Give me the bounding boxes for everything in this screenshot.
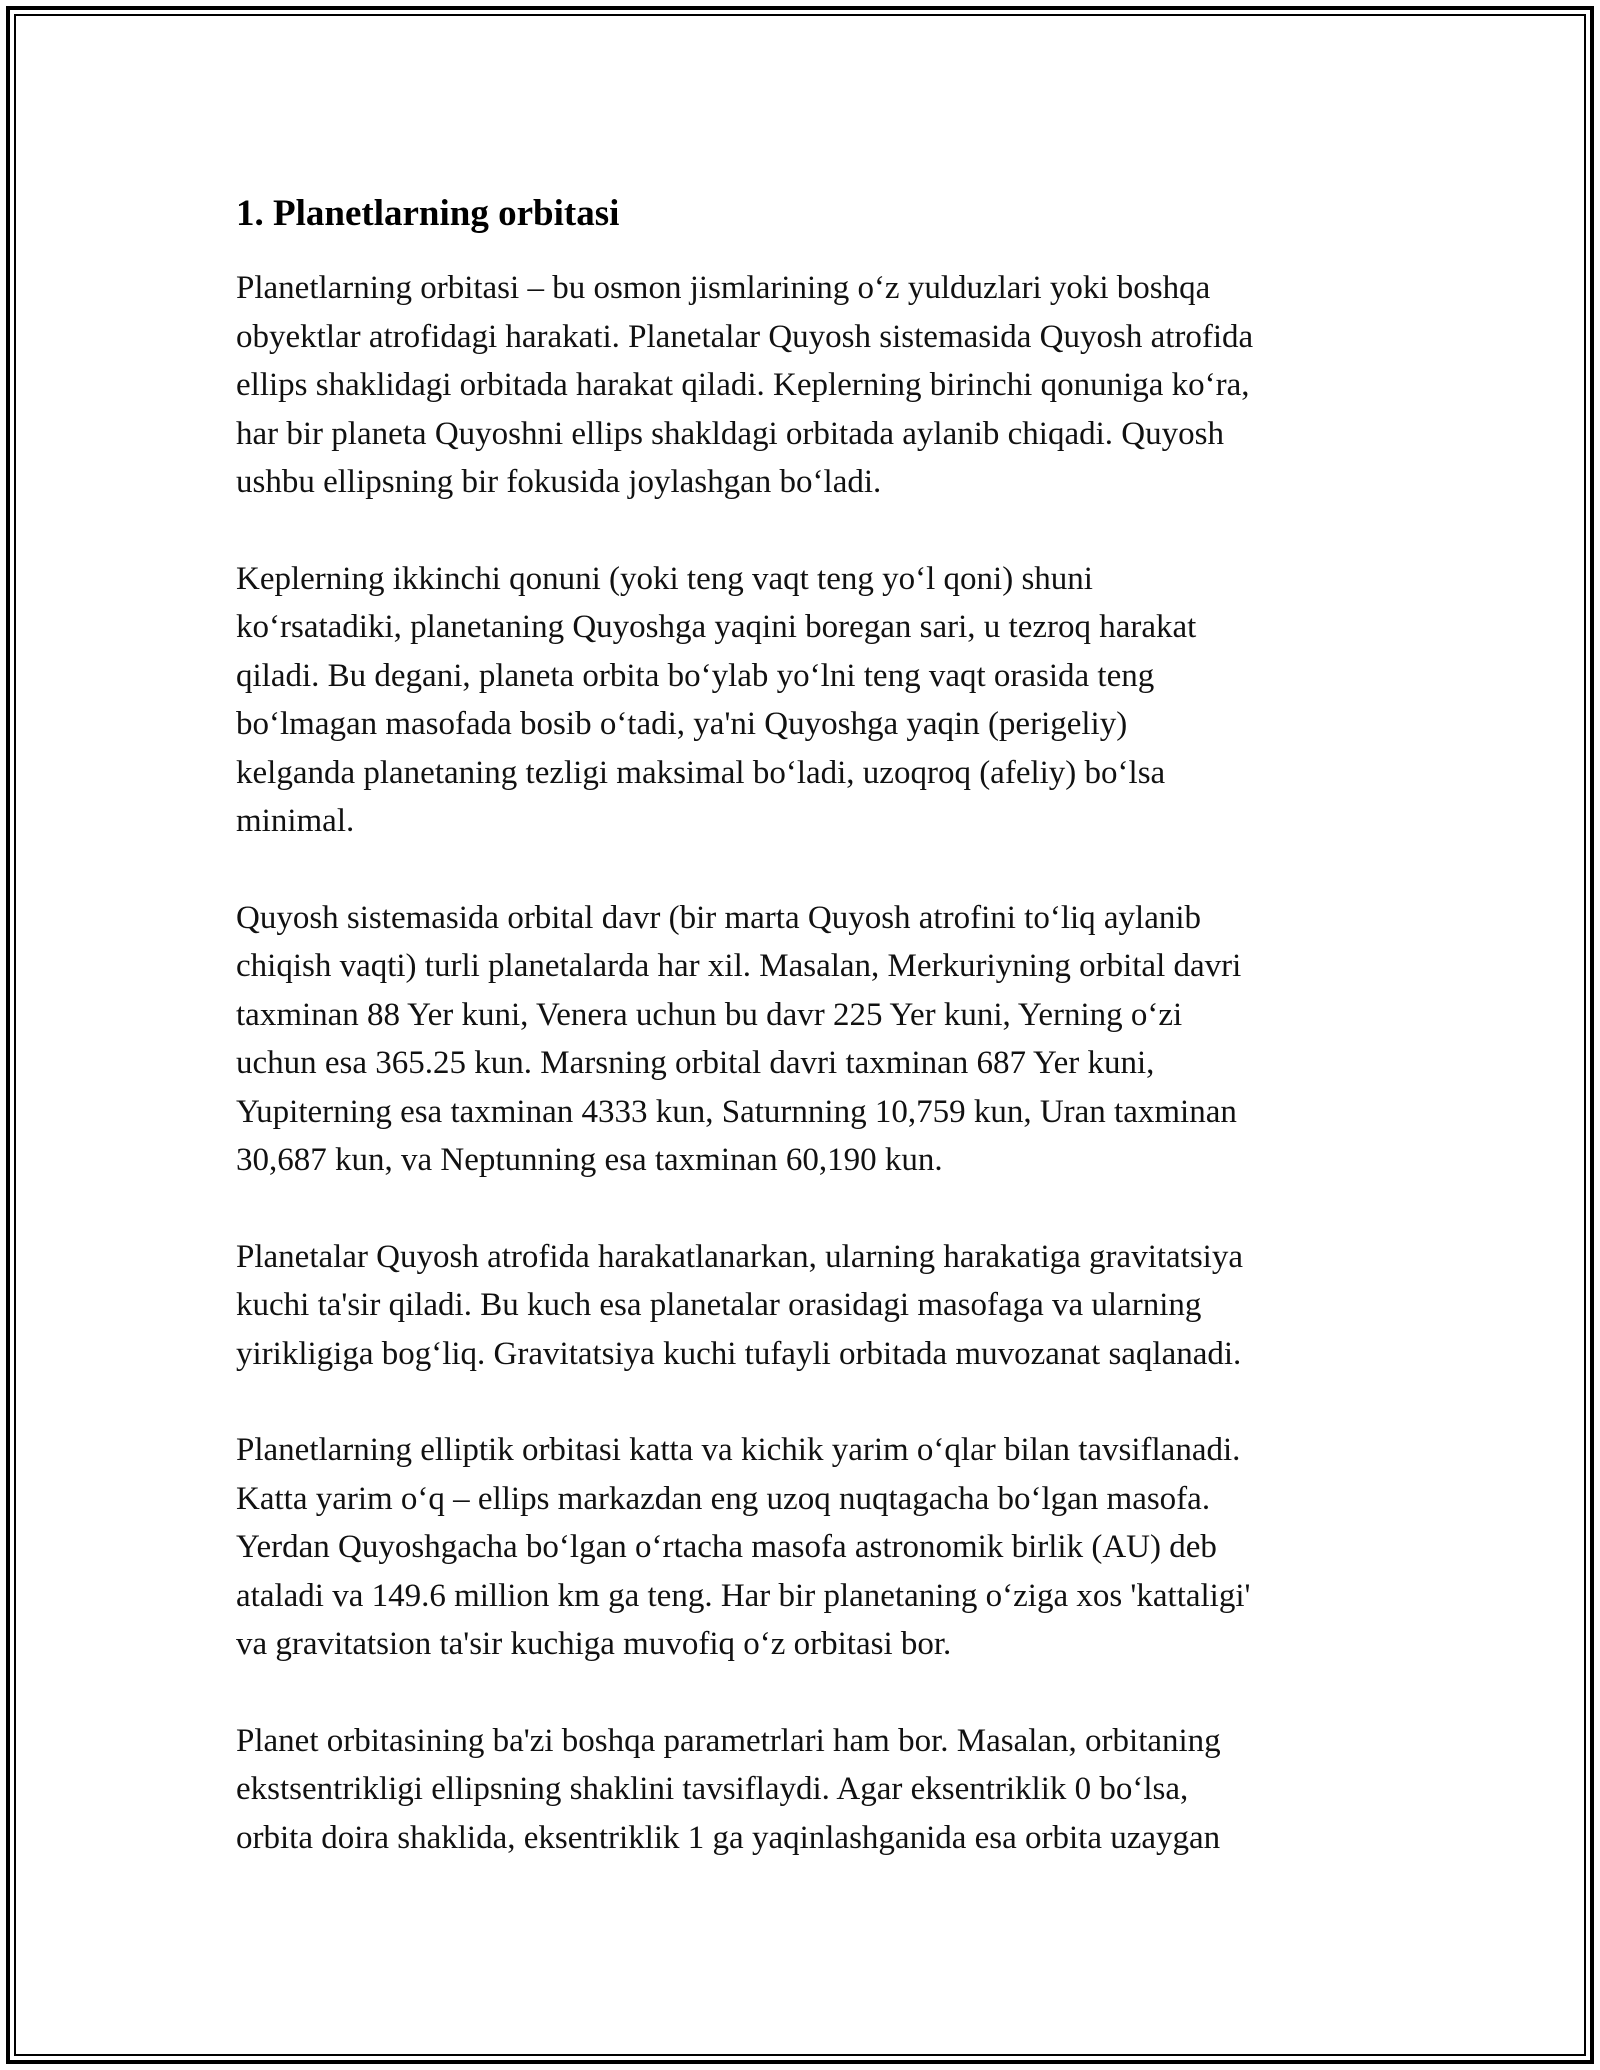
paragraph-kepler-second-law: Keplerning ikkinchi qonuni (yoki teng vaqt teng yo‘l qoni) shuni ko‘rsatadiki, planetaning Quyoshga yaqini boregan sari, u tezroq harakat qiladi. Bu degani, planeta orbita bo‘ylab yo‘lni teng vaqt orasida teng bo‘lmagan masofada bosib o‘tadi, ya'ni Quyoshga yaqin (perigeliy) kelganda planetaning tezligi maksimal bo‘ladi, uzoqroq (afeliy) bo‘lsa minimal. (236, 560, 1197, 839)
paragraph-eccentricity: Planet orbitasining ba'zi boshqa parametrlari ham bor. Masalan, orbitaning ekstsentrikligi ellipsning shaklini tavsiflaydi. Agar eksentriklik 0 bo‘lsa, orbita doira shaklida, eksentriklik 1 ga yaqinlashganida esa orbita uzaygan (236, 1722, 1221, 1856)
paragraph-orbital-periods: Quyosh sistemasida orbital davr (bir marta Quyosh atrofini to‘liq aylanib chiqish vaqti) turli planetalarda har xil. Masalan, Merkuriyning orbital davri taxminan 88 Yer kuni, Venera uchun bu davr 225 Yer kuni, Yerning o‘zi uchun esa 365.25 kun. Marsning orbital davri taxminan 687 Yer kuni, Yupiterning esa taxminan 4333 kun, Saturnning 10,759 kun, Uran taxminan 30,687 kun, va Neptunning esa taxminan 60,190 kun. (236, 899, 1242, 1178)
document-body (236, 186, 1376, 1862)
section-heading: 1. Planetlarning orbitasi (236, 193, 620, 234)
paragraph-orbit-definition: Planetlarning orbitasi – bu osmon jismlarining o‘z yulduzlari yoki boshqa obyektlar atrofidagi harakati. Planetalar Quyosh sistemasida Quyosh atrofida ellips shaklidagi orbitada harakat qiladi. Keplerning birinchi qonuniga ko‘ra, har bir planeta Quyoshni ellips shakldagi orbitada aylanib chiqadi. Quyosh ushbu ellipsning bir fokusida joylashgan bo‘ladi. (236, 270, 1254, 500)
paragraph-semi-axes: Planetlarning elliptik orbitasi katta va kichik yarim o‘qlar bilan tavsiflanadi. Katta yarim o‘q – ellips markazdan eng uzoq nuqtagacha bo‘lgan masofa. Yerdan Quyoshgacha bo‘lgan o‘rtacha masofa astronomik birlik (AU) deb ataladi va 149.6 million km ga teng. Har bir planetaning o‘ziga xos 'kattaligi' va gravitatsion ta'sir kuchiga muvofiq o‘z orbitasi bor. (236, 1432, 1251, 1662)
paragraph-gravitation: Planetalar Quyosh atrofida harakatlanarkan, ularning harakatiga gravitatsiya kuchi ta'sir qiladi. Bu kuch esa planetalar orasidagi masofaga va ularning yirikligiga bog‘liq. Gravitatsiya kuchi tufayli orbitada muvozanat saqlanadi. (236, 1238, 1243, 1372)
